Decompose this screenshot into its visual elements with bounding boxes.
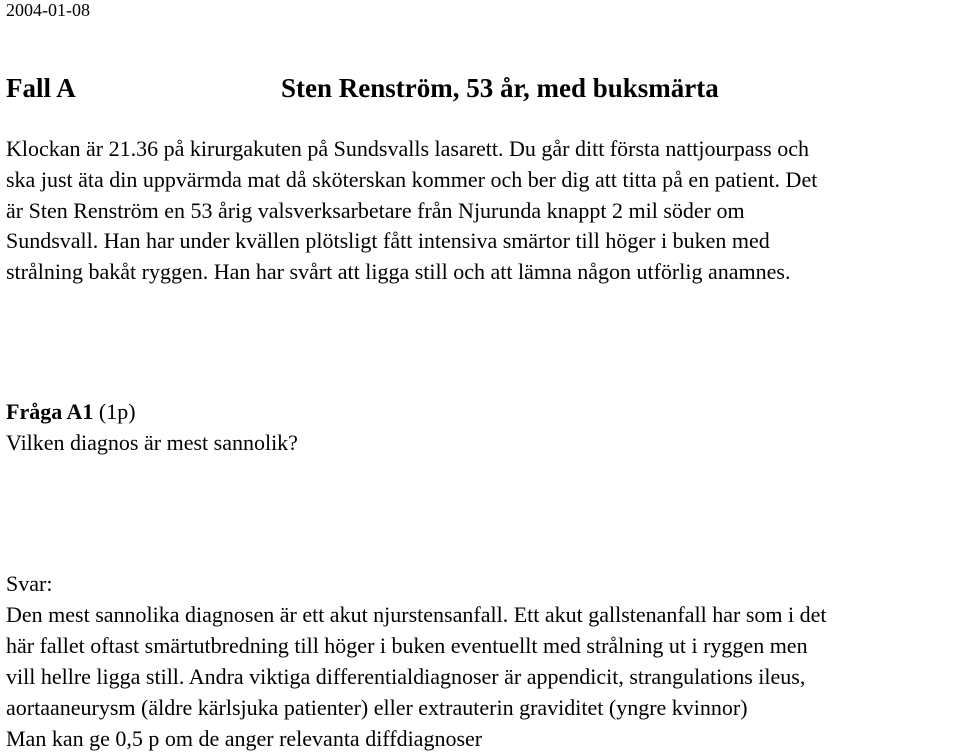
intro-line: ska just äta din uppvärmda mat då sköterskan kommer och ber dig att titta på en patient. Det (6, 166, 818, 192)
question-label: Fråga A1 (6, 399, 94, 424)
case-label: Fall A (6, 73, 76, 103)
intro-line: Sundsvall. Han har under kvällen plötsligt fått intensiva smärtor till höger i buken med (6, 228, 770, 254)
intro-line: strålning bakåt ryggen. Han har svårt att ligga still och att lämna någon utförlig anamnes. (6, 259, 791, 285)
answer-line: Man kan ge 0,5 p om de anger relevanta diffdiagnoser (6, 726, 483, 751)
case-title: Sten Renström, 53 år, med buksmärta (281, 73, 719, 103)
question-text: Vilken diagnos är mest sannolik? (6, 430, 298, 455)
answer-line: Den mest sannolika diagnosen är ett akut njurstensanfall. Ett akut gallstenanfall har som i det (6, 602, 827, 627)
answer-line: här fallet oftast smärtutbredning till höger i buken eventuellt med strålning ut i ryggen men (6, 633, 808, 658)
intro-line: Klockan är 21.36 på kirurgakuten på Sundsvalls lasarett. Du går ditt första nattjourpass och (6, 136, 810, 161)
answer-block (6, 568, 958, 754)
intro-line: är Sten Renström en 53 årig valsverksarbetare från Njurunda knappt 2 mil söder om (6, 197, 745, 223)
answer-line: aortaaneurysm (äldre kärlsjuka patienter) eller extrauterin graviditet (yngre kvinnor) (6, 695, 748, 720)
question-heading (6, 396, 298, 427)
question-points: (1p) (98, 399, 136, 424)
question-block (6, 396, 298, 458)
case-intro (6, 134, 956, 288)
answer-label: Svar: (6, 571, 53, 596)
document-date: 2004-01-08 (6, 0, 90, 20)
answer-line: vill hellre ligga still. Andra viktiga differentialdiagnoser är appendicit, strangulations ileus, (6, 664, 806, 689)
